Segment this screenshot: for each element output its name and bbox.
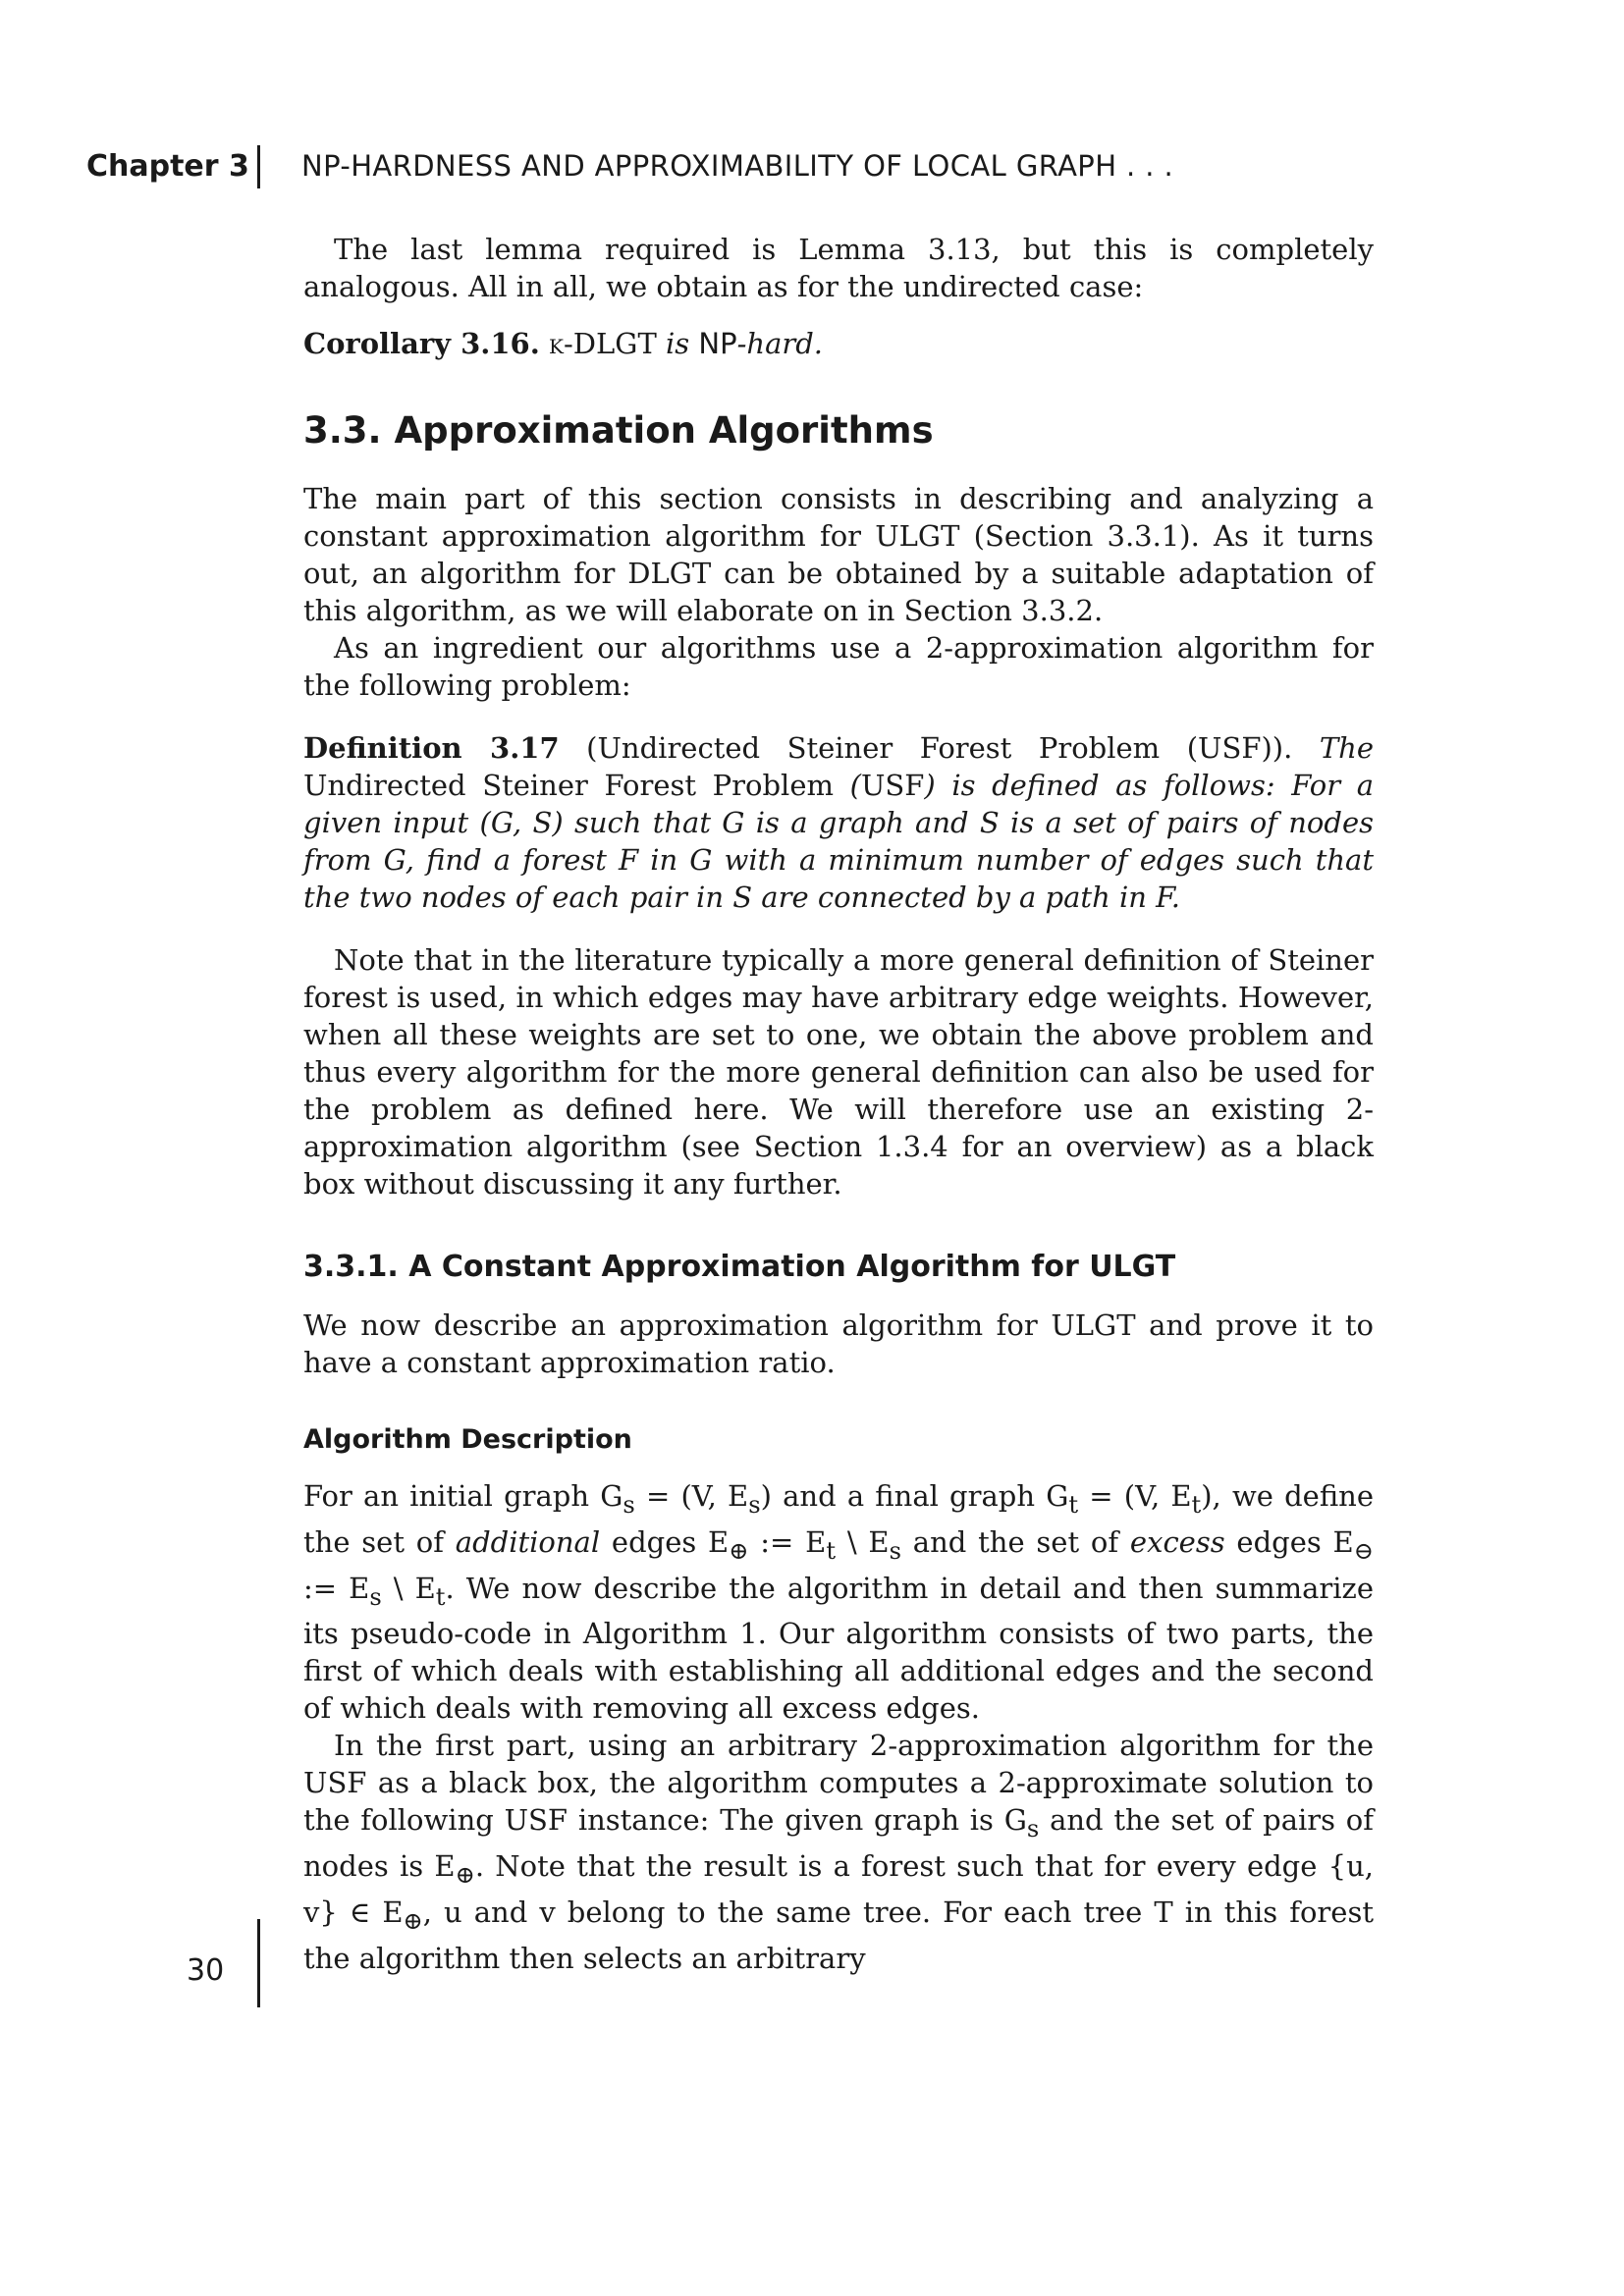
subscript: s (1026, 1815, 1040, 1843)
text-span: In the first part, using an arbitrary 2-approximation algorithm for the USF as a black box, the algorithm computes a 2-approximate solution to the following USF instance: The given graph is G (303, 1729, 1374, 1838)
page-number: 30 (187, 1953, 225, 1988)
subscript: s (889, 1536, 901, 1565)
definition-usf-abbr: USF (860, 769, 925, 802)
corollary-3-16 (303, 325, 1374, 362)
text-span: \ E (381, 1571, 436, 1605)
subscript: ⊕ (455, 1860, 475, 1889)
subscript: ⊖ (1353, 1536, 1374, 1565)
text-span: . We now describe the algorithm in detail and then summarize its pseudo-code in Algorithm 1. Our algorithm consists of two parts, the first of which deals with establishing all additional edges and the second of which deals with removing all excess edges. (303, 1571, 1374, 1726)
text-span: \ E (836, 1524, 890, 1559)
subscript: t (826, 1536, 837, 1565)
subscript: ⊕ (729, 1536, 749, 1565)
emphasis-excess: excess (1129, 1524, 1225, 1559)
paragraph-steiner-note: Note that in the literature typically a more general definition of Steiner forest is used, in which edges may have arbitrary edge weights. However, when all these weights are set to one, we obtain the above problem and thus every algorithm for the more general definition can also be used for the problem as defined here. We will therefore use an existing 2-approximation algorithm (see Section 1.3.4 for an overview) as a black box without discussing it any further. (303, 943, 1374, 1201)
text-span: . Note that the result is a forest such that for every edge {u, v} ∈ E (303, 1849, 1374, 1929)
text-span: := E (303, 1571, 370, 1605)
text-span: := E (748, 1524, 827, 1559)
corollary-is: is (666, 327, 690, 360)
definition-name: (Undirected Steiner Forest Problem (USF)). (586, 731, 1293, 765)
subscript: t (435, 1582, 446, 1611)
definition-the: The (1319, 731, 1374, 765)
paragraph-subsection-intro: We now describe an approximation algorithm for ULGT and prove it to have a constant approximation ratio. (303, 1308, 1374, 1379)
subscript: ⊕ (403, 1906, 423, 1935)
corollary-label: Corollary 3.16. (303, 327, 540, 360)
text-span: edges E (1224, 1524, 1354, 1559)
running-header-chapter: Chapter 3 (86, 149, 249, 184)
definition-text: ) is defined as follows: For a given input (G, S) such that G is a graph and S is a set of pairs of nodes from G, find a forest F in G with a minimum number of edges such that the two nodes of each pair in S are connected by a path in F. (303, 769, 1375, 914)
corollary-hard: -hard. (736, 327, 824, 360)
subscript: s (369, 1582, 382, 1611)
text-span: , u and v belong to the same tree. For each tree T in this forest the algorithm then selects an arbitrary (303, 1895, 1374, 1975)
text-span: edges E (600, 1524, 730, 1559)
running-header-title: NP-HARDNESS AND APPROXIMABILITY OF LOCAL GRAPH . . . (301, 149, 1174, 183)
text-span: = (V, E (1078, 1479, 1192, 1513)
definition-paren: ( (849, 769, 861, 802)
paragraph-lemma-note: The last lemma required is Lemma 3.13, but this is completely analogous. All in all, we obtain as for the undirected case: (303, 233, 1374, 303)
text-span: and the set of (901, 1524, 1130, 1559)
text-span: ) and a final graph G (760, 1479, 1069, 1513)
subscript: t (1068, 1490, 1079, 1519)
paragraph-ingredient: As an ingredient our algorithms use a 2-approximation algorithm for the following problem: (303, 631, 1374, 702)
emphasis-additional: additional (455, 1524, 601, 1559)
text-span: ), we define the set of (303, 1479, 1375, 1559)
text-span: = (V, E (634, 1479, 749, 1513)
text-span: For an initial graph G (303, 1479, 623, 1513)
subsubsection-heading: Algorithm Description (303, 1424, 632, 1455)
corollary-np: NP (698, 327, 737, 360)
paragraph-first-part (303, 1727, 1374, 1976)
paragraph-edge-definitions (303, 1477, 1374, 1727)
definition-usf-name: Undirected Steiner Forest Problem (303, 769, 834, 802)
header-divider (257, 145, 260, 188)
corollary-problem: k-DLGT (549, 327, 657, 360)
definition-3-17 (303, 729, 1374, 916)
definition-label: Definition 3.17 (303, 731, 560, 765)
footer-divider (257, 1919, 260, 2007)
paragraph-section-intro: The main part of this section consists in describing and analyzing a constant approximation algorithm for ULGT (Section 3.3.1). As it turns out, an algorithm for DLGT can be obtained by a suitable adaptation of this algorithm, as we will elaborate on in Section 3.3.2. (303, 482, 1374, 627)
text-span: and the set of pairs of nodes is E (303, 1803, 1374, 1884)
subscript: s (623, 1490, 635, 1519)
page-body (303, 231, 1374, 1977)
subsection-heading: 3.3.1. A Constant Approximation Algorithm for ULGT (303, 1250, 1176, 1284)
subscript: s (748, 1490, 761, 1519)
section-heading: 3.3. Approximation Algorithms (303, 409, 934, 452)
subscript: t (1191, 1490, 1202, 1519)
